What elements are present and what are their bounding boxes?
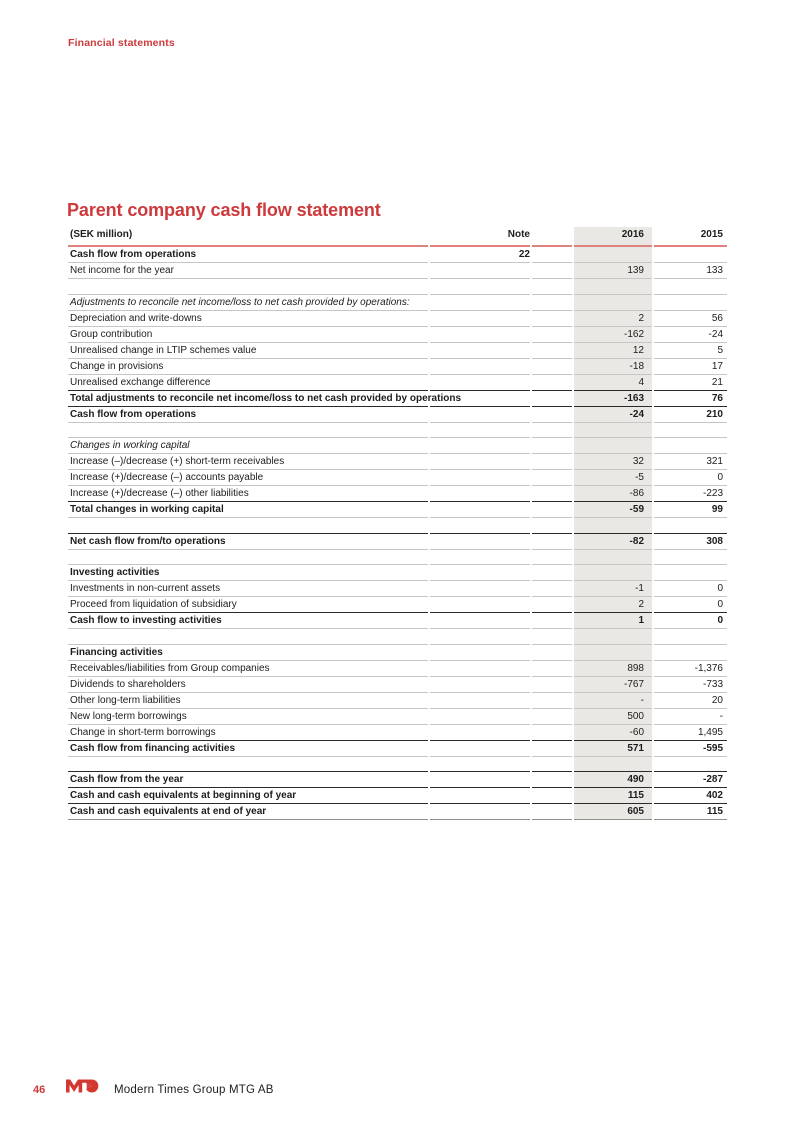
section-eyebrow: Financial statements xyxy=(68,37,175,49)
table-row: Cash flow from the year 490 -287 xyxy=(68,772,727,788)
table-row: Cash flow from operations 22 xyxy=(68,247,727,263)
column-header-note: Note xyxy=(430,227,530,247)
spacer-row xyxy=(68,279,727,295)
statement-table-body xyxy=(68,247,727,820)
table-row: Receivables/liabilities from Group companies 898 -1,376 xyxy=(68,661,727,677)
table-row: Cash and cash equivalents at end of year 605 115 xyxy=(68,804,727,820)
table-row: Net cash flow from/to operations -82 308 xyxy=(68,534,727,550)
table-row: Increase (+)/decrease (–) other liabilities -86 -223 xyxy=(68,486,727,502)
company-name: Modern Times Group MTG AB xyxy=(114,1084,274,1096)
mtg-logo-icon xyxy=(66,1077,99,1095)
table-row: Depreciation and write-downs 2 56 xyxy=(68,311,727,327)
table-row: Net income for the year 139 133 xyxy=(68,263,727,279)
table-row: Unrealised change in LTIP schemes value 12 5 xyxy=(68,343,727,359)
page-number: 46 xyxy=(33,1084,46,1096)
spacer-row xyxy=(68,518,727,534)
table-row: Unrealised exchange difference 4 21 xyxy=(68,375,727,391)
spacer-row xyxy=(68,550,727,566)
table-row: Increase (+)/decrease (–) accounts payable -5 0 xyxy=(68,470,727,486)
table-row: Cash flow from operations -24 210 xyxy=(68,407,727,423)
page-title: Parent company cash flow statement xyxy=(67,200,381,220)
table-row: Investments in non-current assets -1 0 xyxy=(68,581,727,597)
unit-label: (SEK million) xyxy=(68,227,428,247)
table-header-row xyxy=(68,227,727,247)
table-row: Change in provisions -18 17 xyxy=(68,359,727,375)
table-row: Group contribution -162 -24 xyxy=(68,327,727,343)
table-row: Total adjustments to reconcile net income/loss to net cash provided by operations -163 76 xyxy=(68,391,727,407)
column-header-2015: 2015 xyxy=(654,227,727,247)
table-row: Total changes in working capital -59 99 xyxy=(68,502,727,518)
table-row: Change in short-term borrowings -60 1,495 xyxy=(68,725,727,741)
table-row: Proceed from liquidation of subsidiary 2 0 xyxy=(68,597,727,613)
table-row: Investing activities xyxy=(68,565,727,581)
table-row: Dividends to shareholders -767 -733 xyxy=(68,677,727,693)
spacer-row xyxy=(68,423,727,439)
column-spacer xyxy=(532,227,572,247)
column-header-2016: 2016 xyxy=(574,227,652,247)
table-row: Increase (–)/decrease (+) short-term receivables 32 321 xyxy=(68,454,727,470)
table-row: New long-term borrowings 500 - xyxy=(68,709,727,725)
table-row: Financing activities xyxy=(68,645,727,661)
table-row: Other long-term liabilities - 20 xyxy=(68,693,727,709)
table-row: Cash flow to investing activities 1 0 xyxy=(68,613,727,629)
spacer-row xyxy=(68,757,727,773)
table-row: Changes in working capital xyxy=(68,438,727,454)
table-row: Cash and cash equivalents at beginning of year 115 402 xyxy=(68,788,727,804)
statement-table xyxy=(66,227,729,820)
table-row: Cash flow from financing activities 571 -595 xyxy=(68,741,727,757)
table-row: Adjustments to reconcile net income/loss to net cash provided by operations: xyxy=(68,295,727,311)
cash-flow-statement xyxy=(66,227,729,820)
spacer-row xyxy=(68,629,727,645)
